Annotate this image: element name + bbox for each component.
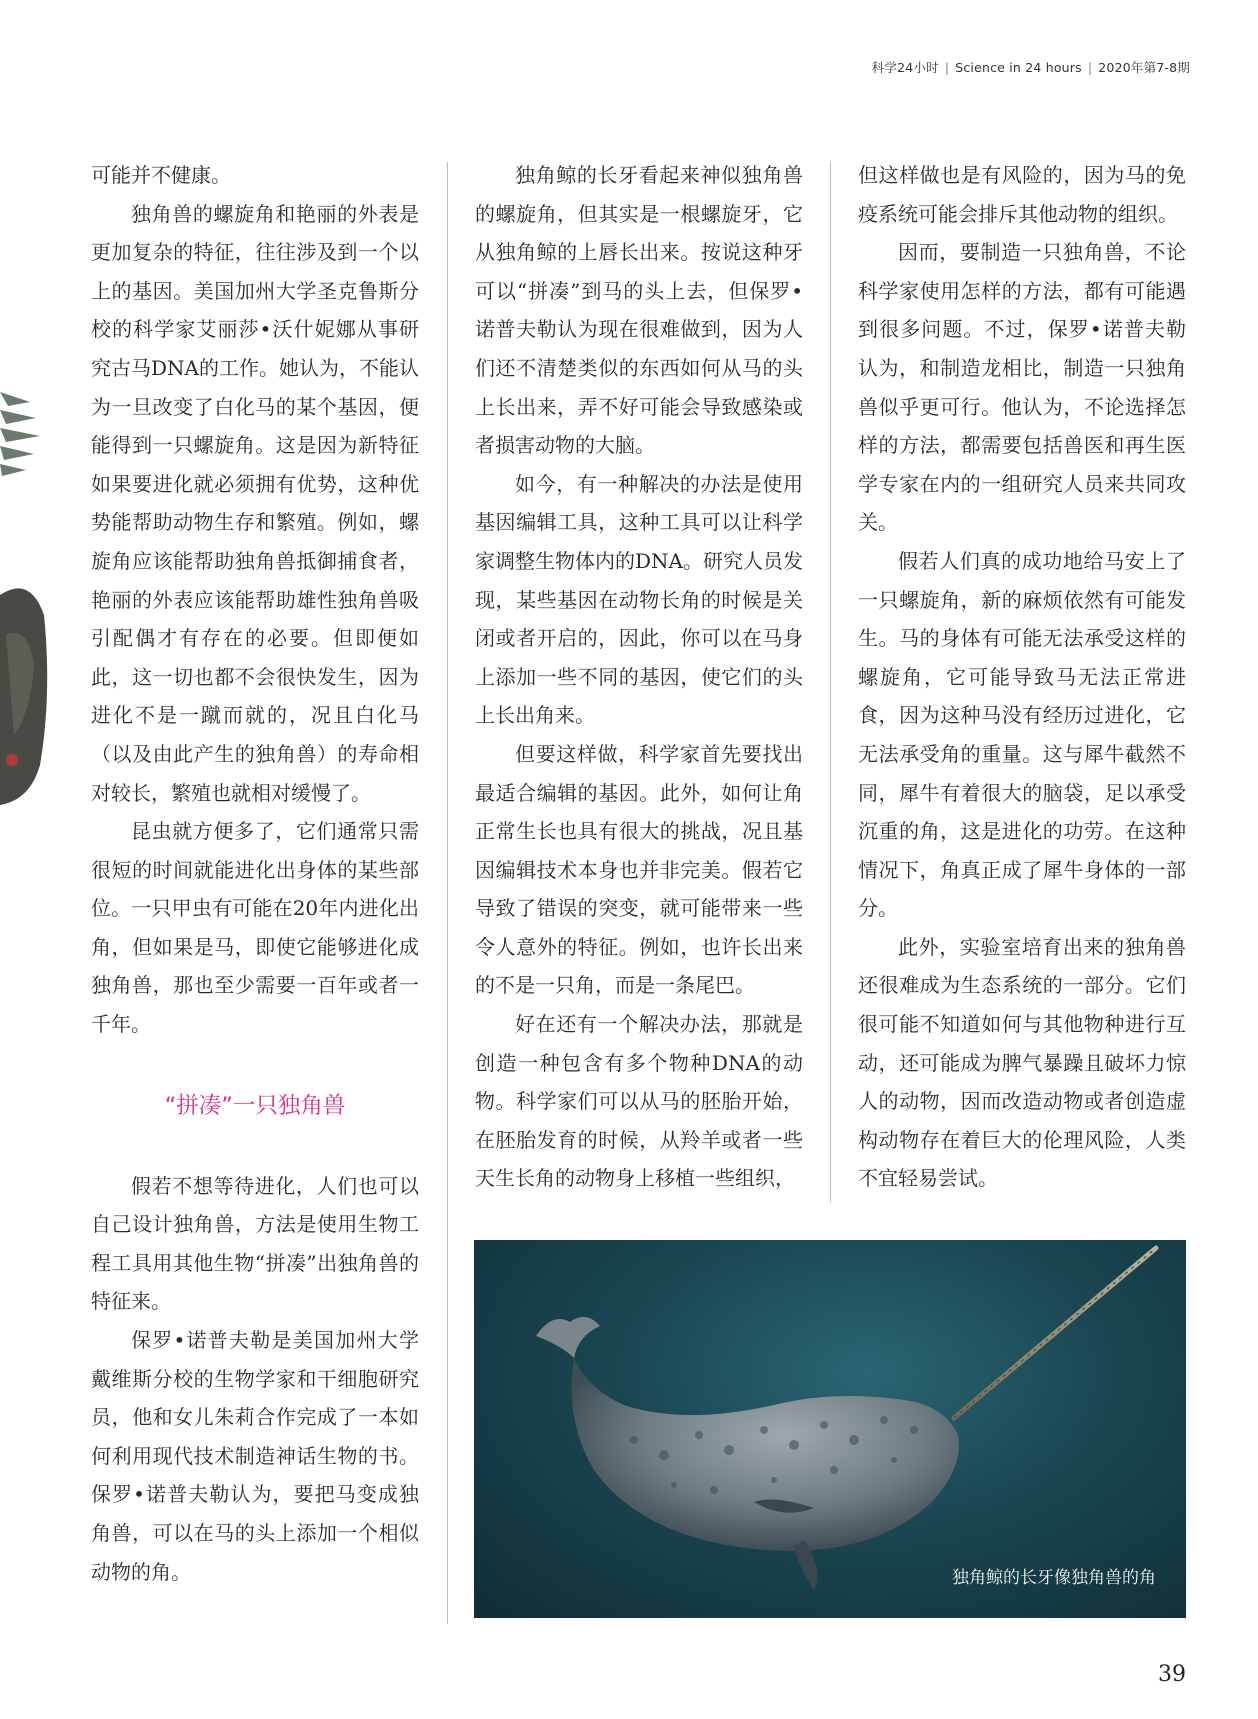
fern-leaf-decoration bbox=[0, 380, 48, 490]
column-divider bbox=[830, 162, 831, 1202]
paragraph: 独角鲸的长牙看起来神似独角兽的螺旋角，但其实是一根螺旋牙，它从独角鲸的上唇长出来。按说这种牙可以“拼凑”到马的头上去，但保罗•诺普夫勒认为现在很难做到，因为人们还不清楚类似的东西如何从马的头上长出来，弄不好可能会导致感染或者损害动物的大脑。 bbox=[475, 163, 803, 458]
header-separator: | bbox=[944, 60, 950, 75]
section-heading: “拼凑”一只独角兽 bbox=[164, 1092, 346, 1119]
paragraph: 但要这样做，科学家首先要找出最适合编辑的基因。此外，如何让角正常生长也具有很大的挑战，况且基因编辑技术本身也并非完美。假若它导致了错误的突变，就可能带来一些令人意外的特征。例如，也许长出来的不是一只角，而是一条尾巴。 bbox=[475, 741, 803, 998]
paragraph: 此外，实验室培育出来的独角兽还很难成为生态系统的一部分。它们很可能不知道如何与其他物种进行互动，还可能成为脾气暴躁且破坏力惊人的动物，因而改造动物或者创造虚构动物存在着巨大的伦理风险，人类不宜轻易尝试。 bbox=[858, 934, 1186, 1191]
paragraph: 好在还有一个解决办法，那就是创造一种包含有多个物种DNA的动物。科学家们可以从马的胚胎开始，在胚胎发育的时候，从羚羊或者一些天生长角的动物身上移植一些组织， bbox=[475, 1012, 803, 1191]
photo-caption: 独角鲸的长牙像独角兽的角 bbox=[952, 1568, 1156, 1588]
header-separator: | bbox=[1087, 60, 1093, 75]
paragraph: 但这样做也是有风险的，因为马的免疫系统可能会排斥其他动物的组织。 bbox=[858, 163, 1186, 226]
paragraph: 独角兽的螺旋角和艳丽的外表是更加复杂的特征，往往涉及到一个以上的基因。美国加州大学圣克鲁斯分校的科学家艾丽莎•沃什妮娜从事研究古马DNA的工作。她认为，不能认为一旦改变了白化马的某个基因，便能得到一只螺旋角。这是因为新特征如果要进化就必须拥有优势，这种优势能帮助动物生存和繁殖。例如，螺旋角应该能帮助独角兽抵御捕食者，艳丽的外表应该能帮助雄性独角兽吸引配偶才有存在的必要。但即便如此，这一切也都不会很快发生，因为进化不是一蹴而就的，况且白化马（以及由此产生的独角兽）的寿命相对较长，繁殖也就相对缓慢了。 bbox=[91, 201, 419, 805]
paragraph: 昆虫就方便多了，它们通常只需很短的时间就能进化出身体的某些部位。一只甲虫有可能在20年内进化出角，但如果是马，即使它能够进化成独角兽，那也至少需要一百年或者一千年。 bbox=[91, 819, 419, 1037]
text-column-3 bbox=[858, 156, 1186, 1198]
text-column-1 bbox=[91, 156, 419, 1591]
page-header bbox=[872, 58, 1190, 76]
paragraph: 假若人们真的成功地给马安上了一只螺旋角，新的麻烦依然有可能发生。马的身体有可能无法承受这样的螺旋角，它可能导致马无法正常进食，因为这种马没有经历过进化，它无法承受角的重量。这与犀牛截然不同，犀牛有着很大的脑袋，足以承受沉重的角，这是进化的功劳。在这种情况下，角真正成了犀牛身体的一部分。 bbox=[858, 548, 1186, 921]
magazine-name: 科学24小时 bbox=[871, 60, 939, 75]
narwhal-photo bbox=[474, 1240, 1186, 1618]
rock-photo-decoration bbox=[0, 575, 48, 805]
paragraph: 如今，有一种解决的办法是使用基因编辑工具，这种工具可以让科学家调整生物体内的DNA。研究人员发现，某些基因在动物长角的时候是关闭或者开启的，因此，你可以在马身上添加一些不同的基因，使它们的头上长出角来。 bbox=[475, 471, 803, 728]
text-column-2 bbox=[475, 156, 803, 1198]
page-number: 39 bbox=[1158, 1662, 1186, 1687]
issue-label: 2020年第7-8期 bbox=[1098, 60, 1190, 75]
narwhal-illustration bbox=[474, 1240, 1186, 1618]
paragraph: 因而，要制造一只独角兽，不论科学家使用怎样的方法，都有可能遇到很多问题。不过，保罗•诺普夫勒认为，和制造龙相比，制造一只独角兽似乎更可行。他认为，不论选择怎样的方法，都需要包括兽医和再生医学专家在内的一组研究人员来共同攻关。 bbox=[858, 240, 1186, 535]
paragraph: 可能并不健康。 bbox=[91, 163, 231, 187]
column-divider bbox=[447, 162, 448, 1624]
paragraph: 假若不想等待进化，人们也可以自己设计独角兽，方法是使用生物工程工具用其他生物“拼凑”出独角兽的特征来。 bbox=[91, 1173, 419, 1314]
magazine-english-name: Science in 24 hours bbox=[955, 60, 1082, 75]
paragraph: 保罗•诺普夫勒是美国加州大学戴维斯分校的生物学家和干细胞研究员，他和女儿朱莉合作完成了一本如何利用现代技术制造神话生物的书。保罗•诺普夫勒认为，要把马变成独角兽，可以在马的头上添加一个相似动物的角。 bbox=[91, 1328, 419, 1584]
